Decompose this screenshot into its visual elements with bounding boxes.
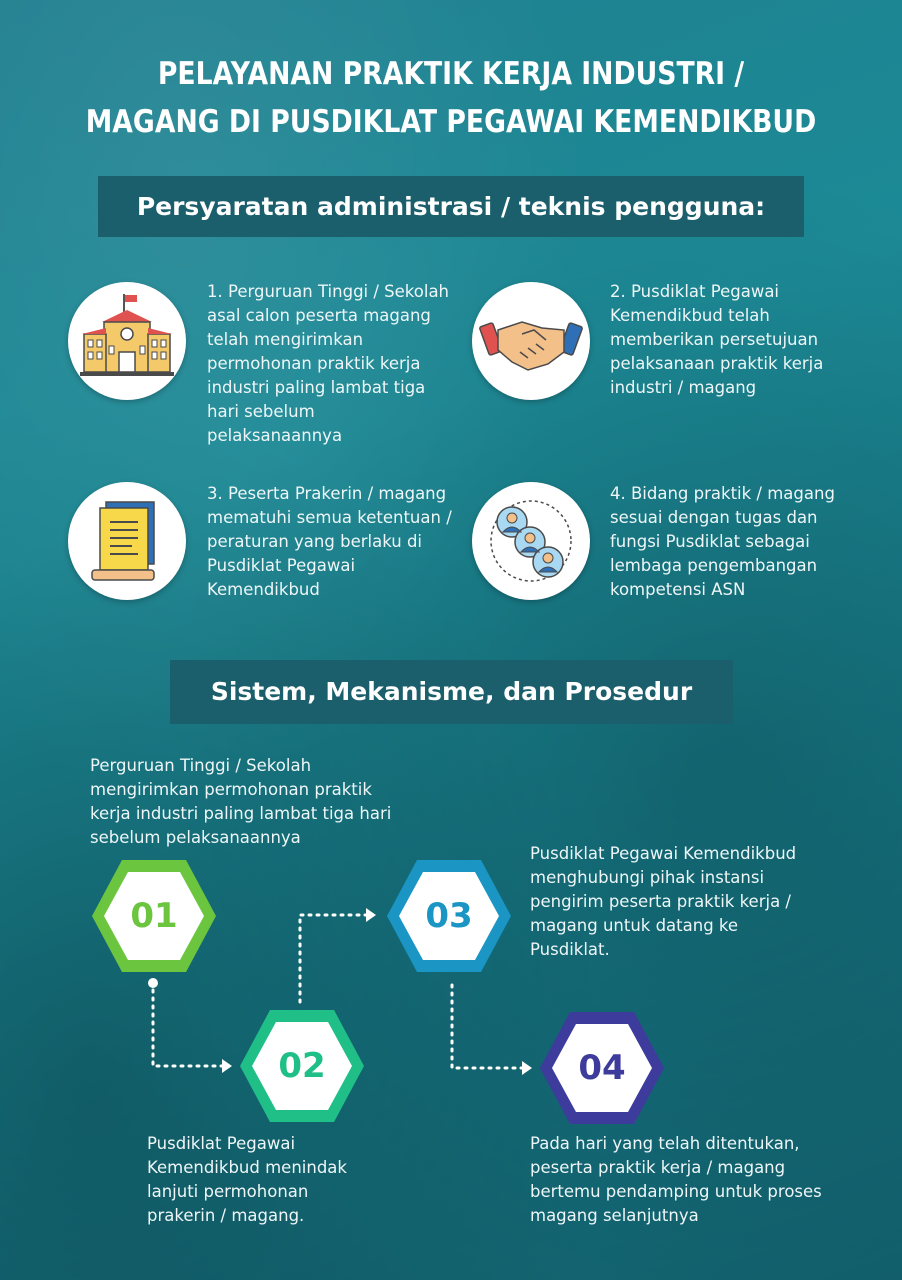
step-02-hexagon (238, 1008, 366, 1124)
requirement-4-text: 4. Bidang praktik / magang sesuai dengan tugas dan fungsi Pusdiklat sebagai lembaga pengembangan kompetensi ASN (610, 484, 835, 599)
title-line-1: PELAYANAN PRAKTIK KERJA INDUSTRI / (157, 56, 745, 92)
step-01-number: 01 (130, 896, 178, 936)
requirement-1-text: 1. Perguruan Tinggi / Sekolah asal calon peserta magang telah mengirimkan permohonan praktik kerja industri paling lambat tiga hari sebelum pelaksanaannya (207, 282, 450, 445)
step-01-text: Perguruan Tinggi / Sekolah mengirimkan permohonan praktik kerja industri paling lambat tiga hari sebelum pelaksanaannya (90, 756, 392, 847)
step-03-hexagon (385, 858, 513, 974)
step-03-number: 03 (425, 896, 473, 936)
step-01-hexagon (90, 858, 218, 974)
step-03-text: Pusdiklat Pegawai Kemendikbud menghubungi pihak instansi pengirim peserta praktik kerja / magang untuk datang ke Pusdiklat. (530, 844, 797, 959)
title-line-2: MAGANG DI PUSDIKLAT PEGAWAI KEMENDIKBUD (85, 104, 817, 140)
step-04-hexagon (538, 1010, 666, 1126)
procedure-heading: Sistem, Mekanisme, dan Prosedur (170, 660, 733, 724)
step-04-text: Pada hari yang telah ditentukan, peserta praktik kerja / magang bertemu pendamping untuk proses magang selanjutnya (530, 1134, 822, 1225)
step-04-number: 04 (578, 1048, 626, 1088)
requirement-2-text: 2. Pusdiklat Pegawai Kemendikbud telah memberikan persetujuan pelaksanaan praktik kerja industri / magang (610, 282, 824, 397)
requirements-heading: Persyaratan administrasi / teknis pengguna: (98, 176, 804, 237)
requirement-3-text: 3. Peserta Prakerin / magang mematuhi semua ketentuan / peraturan yang berlaku di Pusdiklat Pegawai Kemendikbud (207, 484, 452, 599)
step-02-text: Pusdiklat Pegawai Kemendikbud menindak lanjuti permohonan prakerin / magang. (147, 1134, 347, 1225)
step-02-number: 02 (278, 1046, 326, 1086)
